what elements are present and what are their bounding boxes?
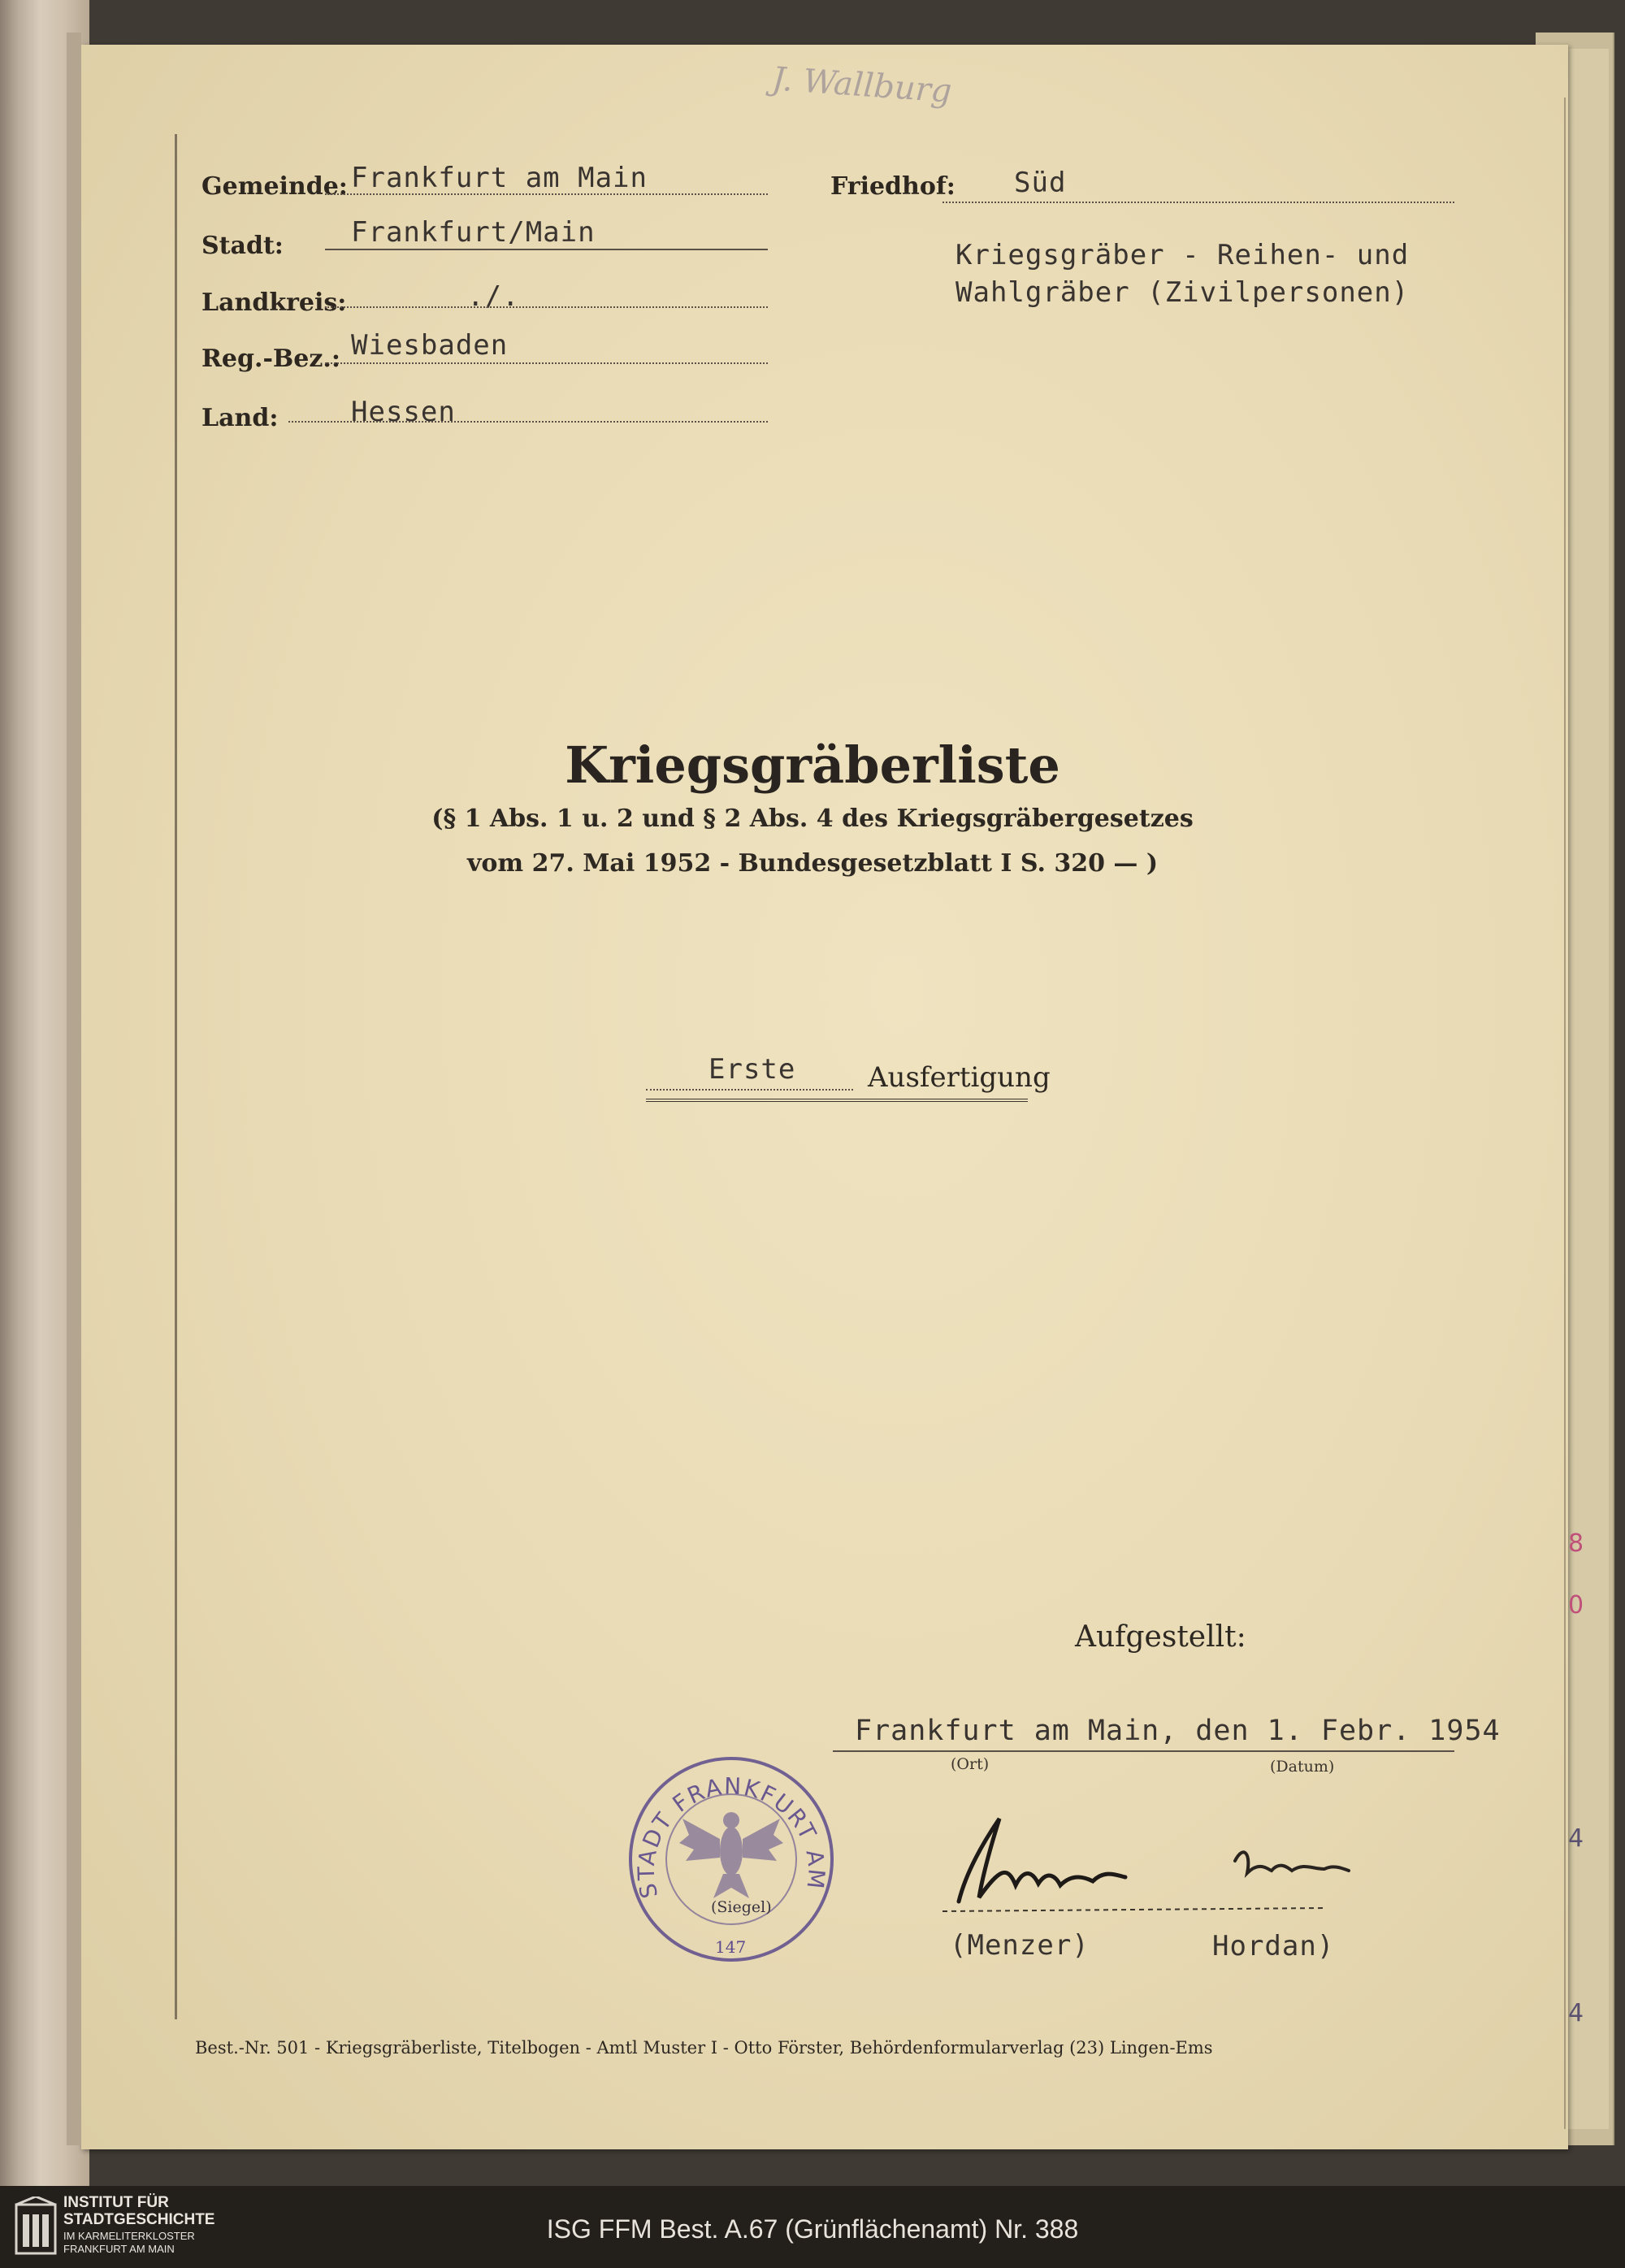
margin-mark: 0 <box>1568 1591 1584 1620</box>
subtitle-line-2: vom 27. Mai 1952 - Bundesgesetzblatt I S. 320 — ) <box>466 849 1159 878</box>
margin-mark: 8 <box>1568 1529 1584 1558</box>
friedhof-line <box>942 202 1454 203</box>
landkreis-line <box>325 306 768 308</box>
handwritten-top-note: J. Wallburg <box>770 60 953 111</box>
copy-number-value: Erste <box>708 1053 796 1086</box>
graves-type-line1: Kriegsgräber - Reihen- und <box>956 239 1410 271</box>
institute-name-line3: IM KARMELITERKLOSTER <box>63 2230 195 2242</box>
margin-mark: 4 <box>1568 1999 1584 2027</box>
land-line <box>288 421 768 423</box>
datum-caption: (Datum) <box>1270 1758 1335 1776</box>
stadt-line <box>325 249 768 250</box>
seal-number: 147 <box>715 1937 747 1957</box>
regbez-line <box>325 362 768 364</box>
siegel-caption: (Siegel) <box>711 1898 772 1916</box>
cover-edge <box>67 33 81 2145</box>
graves-type-line2: Wahlgräber (Zivilpersonen) <box>956 276 1410 309</box>
right-border-line <box>1564 98 1566 2129</box>
subtitle-line-1: (§ 1 Abs. 1 u. 2 und § 2 Abs. 4 des Kriegsgräbergesetzes <box>431 804 1194 833</box>
institute-name-line4: FRANKFURT AM MAIN <box>63 2243 175 2255</box>
stadt-value: Frankfurt/Main <box>351 216 596 249</box>
seal-icon <box>626 1754 837 1965</box>
ausfertigung-label: Ausfertigung <box>868 1061 1051 1094</box>
landkreis-value: ./. <box>467 280 520 313</box>
place-date-line <box>833 1750 1454 1752</box>
archive-caption: ISG FFM Best. A.67 (Grünflächenamt) Nr. 388 <box>546 2214 1079 2244</box>
signatory-right-name: Hordan) <box>1212 1930 1335 1962</box>
ort-caption: (Ort) <box>951 1755 990 1773</box>
copy-number-line <box>646 1089 853 1091</box>
aufgestellt-label: Aufgestellt: <box>1075 1620 1246 1654</box>
seal-text: STADT FRANKFURT AM <box>632 1772 830 1902</box>
friedhof-label: Friedhof: <box>830 172 956 201</box>
margin-mark: 4 <box>1568 1824 1584 1853</box>
regbez-label: Reg.-Bez.: <box>202 345 340 373</box>
gemeinde-label: Gemeinde: <box>202 172 348 201</box>
city-seal-stamp <box>626 1754 837 1965</box>
handwritten-signatures <box>942 1812 1365 1918</box>
landkreis-label: Landkreis: <box>202 288 347 317</box>
institute-name-line1: INSTITUT FÜR <box>63 2194 169 2211</box>
signatory-left-name: (Menzer) <box>950 1929 1090 1962</box>
margin-line <box>175 134 177 2019</box>
ausfertigung-underline <box>646 1099 1028 1102</box>
stadt-label: Stadt: <box>202 232 284 260</box>
document-title: Kriegsgräberliste <box>565 735 1060 795</box>
form-footer-text: Best.-Nr. 501 - Kriegsgräberliste, Titelbogen - Amtl Muster I - Otto Förster, Behördenformularverlag (23) Lingen-Ems <box>195 2038 1213 2058</box>
friedhof-value: Süd <box>1014 167 1067 199</box>
place-date-value: Frankfurt am Main, den 1. Febr. 1954 <box>855 1715 1501 1747</box>
land-label: Land: <box>202 404 279 432</box>
gemeinde-line <box>325 193 768 195</box>
regbez-value: Wiesbaden <box>351 329 509 362</box>
land-value: Hessen <box>351 396 456 428</box>
institute-name-line2: STADTGESCHICHTE <box>63 2211 215 2228</box>
gemeinde-value: Frankfurt am Main <box>351 162 648 194</box>
